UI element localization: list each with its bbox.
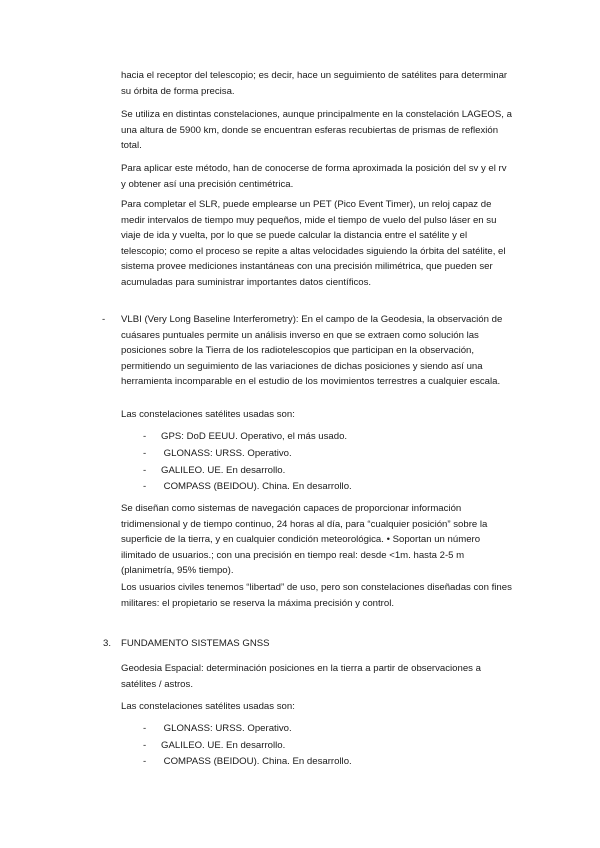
list-item-text: GLONASS: URSS. Operativo. — [161, 448, 292, 459]
list-dash: - — [143, 481, 147, 492]
list-item — [143, 738, 285, 754]
list-item-text: GLONASS: URSS. Operativo. — [161, 723, 292, 734]
list-item — [143, 446, 292, 462]
list-dash: - — [143, 431, 147, 442]
list-item — [143, 721, 292, 737]
list-item-text: GALILEO. UE. En desarrollo. — [161, 465, 286, 476]
paragraph-geodesia: Geodesia Espacial: determinación posiciones en la tierra a partir de observaciones a satélites / astros. — [121, 663, 481, 690]
section-number: 3. — [103, 638, 112, 649]
paragraph-systems: Se diseñan como sistemas de navegación capaces de proporcionar información tridimensional y de tiempo continuo, 24 horas al día, para “cualquier posición” sobre la superficie de la tierra, y en cualquier condición meteorológica. • Soportan un número ilimitado de usuarios.; con una precisión en tiempo real: desde <1m. hasta 2-5 m (planimetría, 95% tiempo). — [121, 503, 488, 577]
list-item — [143, 463, 285, 479]
paragraph-vlbi: VLBI (Very Long Baseline Interferometry): En el campo de la Geodesia, la observación de cuásares puntuales permite un análisis inverso en que se extraen como solución las posiciones sobre la Tierra de los radiotelescopios que participan en la observación, permitiendo un seguimiento de las variaciones de dichas posiciones y siendo así una herramienta incomparable en el estudio de los movimientos terrestres a cualquier escala. — [121, 314, 503, 388]
paragraph-users: Los usuarios civiles tenemos “libertad” de uso, pero son constelaciones diseñadas con fines militares: el propietario se reserva la máxima precisión y control. — [121, 582, 512, 609]
paragraph-slr-intro: hacia el receptor del telescopio; es decir, hace un seguimiento de satélites para determinar su órbita de forma precisa. — [121, 70, 508, 97]
list-item-text: GPS: DoD EEUU. Operativo, el más usado. — [161, 431, 348, 442]
section-title: FUNDAMENTO SISTEMAS GNSS — [121, 638, 270, 649]
list-item-text: COMPASS (BEIDOU). China. En desarrollo. — [161, 481, 352, 492]
bullet-dash: - — [102, 314, 106, 325]
list-dash: - — [143, 756, 147, 767]
list-item — [143, 479, 352, 495]
paragraph-pet: Para completar el SLR, puede emplearse un PET (Pico Event Timer), un reloj capaz de medir intervalos de tiempo muy pequeños, mide el tiempo de vuelo del pulso láser en su viaje de ida y vuelta, por lo que se puede calcular la distancia entre el satélite y el telescopio; como el proceso se repite a altas velocidades siguiendo la órbita del satélite, el sistema provee mediciones instantáneas con una precisión milimétrica, que pueden ser acumuladas para suministrar importantes datos científicos. — [121, 199, 506, 288]
list-dash: - — [143, 448, 147, 459]
constellations-intro: Las constelaciones satélites usadas son: — [121, 409, 295, 420]
list-item-text: GALILEO. UE. En desarrollo. — [161, 740, 286, 751]
constellations-intro-2: Las constelaciones satélites usadas son: — [121, 701, 295, 712]
list-item-text: COMPASS (BEIDOU). China. En desarrollo. — [161, 756, 352, 767]
list-item — [143, 429, 347, 445]
list-dash: - — [143, 723, 147, 734]
paragraph-method: Para aplicar este método, han de conocerse de forma aproximada la posición del sv y el rv y obtener así una precisión centimétrica. — [121, 163, 507, 190]
list-dash: - — [143, 740, 147, 751]
list-dash: - — [143, 465, 147, 476]
paragraph-lageos: Se utiliza en distintas constelaciones, aunque principalmente en la constelación LAGEOS, a una altura de 5900 km, donde se encuentran esferas recubiertas de prismas de reflexión total. — [121, 109, 512, 152]
list-item — [143, 754, 352, 770]
